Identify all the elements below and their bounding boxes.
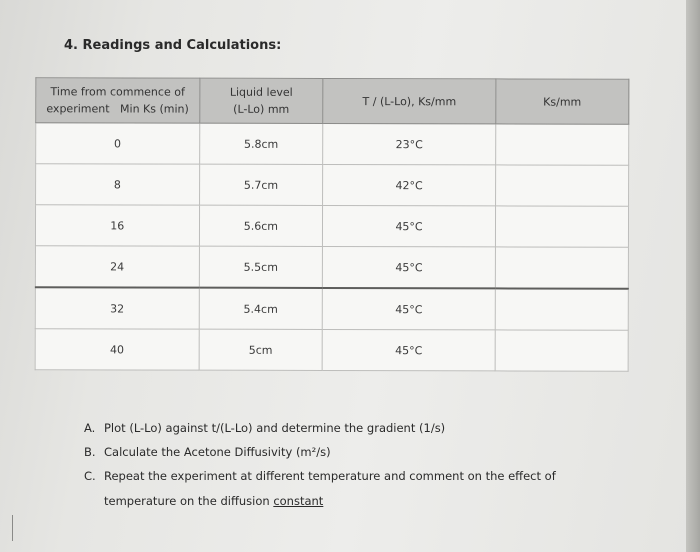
question-a-text: Plot (L-Lo) against t/(L-Lo) and determine the gradient (1/s) (104, 421, 446, 435)
question-c (84, 464, 556, 488)
header-ratio: T / (L-Lo), Ks/mm (323, 78, 496, 123)
header-time (36, 78, 200, 123)
question-a-letter: A. (84, 421, 96, 435)
cell-level: 5.4cm (199, 288, 323, 330)
cell-time: 16 (35, 205, 199, 246)
questions-list (84, 416, 556, 514)
cell-level: 5cm (199, 329, 323, 370)
cell-temp: 45°C (322, 329, 495, 370)
question-c-cont-underlined: constant (273, 494, 324, 508)
question-b (84, 440, 556, 464)
question-a (84, 416, 556, 440)
cell-ks (495, 288, 628, 330)
table-row (36, 123, 629, 166)
table-row (35, 205, 628, 248)
section-heading: 4. Readings and Calculations: (64, 38, 282, 53)
cell-level: 5.6cm (199, 205, 323, 246)
header-ks: Ks/mm (496, 79, 629, 124)
cell-temp: 45°C (323, 205, 496, 246)
cell-time: 40 (35, 329, 199, 370)
header-level-line1: Liquid level (229, 85, 293, 99)
cell-time: 32 (35, 287, 199, 329)
table-row (35, 246, 628, 289)
cell-temp: 45°C (323, 246, 496, 288)
table-row (35, 329, 628, 372)
question-c-cont-prefix: temperature on the diffusion (104, 494, 270, 508)
question-b-letter: B. (84, 445, 96, 459)
question-b-text: Calculate the Acetone Diffusivity (m²/s) (104, 445, 331, 459)
cell-level: 5.7cm (199, 164, 323, 205)
question-c-text: Repeat the experiment at different temperature and comment on the effect of (104, 469, 556, 483)
cell-time: 8 (36, 164, 200, 205)
cell-time: 24 (35, 246, 199, 288)
cell-ks (496, 124, 629, 165)
cell-time: 0 (36, 123, 200, 164)
question-c-letter: C. (84, 469, 96, 483)
question-c-continuation (84, 488, 556, 514)
page-edge-shadow (686, 0, 700, 552)
margin-mark (12, 515, 13, 541)
cell-temp: 42°C (323, 164, 496, 205)
cell-level: 5.5cm (199, 246, 323, 288)
readings-table (35, 77, 630, 372)
cell-ks (495, 247, 628, 289)
table-row (36, 164, 629, 207)
cell-ks (495, 330, 628, 371)
header-level (199, 78, 323, 123)
header-time-line2: experiment Min Ks (min) (46, 102, 189, 116)
table-row (35, 287, 628, 330)
header-level-line2: (L-Lo) mm (233, 102, 290, 116)
header-time-line1: Time from commence of (50, 85, 185, 99)
cell-level: 5.8cm (199, 123, 323, 164)
table-header-row (36, 78, 629, 125)
cell-ks (495, 165, 628, 206)
cell-temp: 45°C (322, 288, 495, 330)
cell-ks (495, 206, 628, 247)
cell-temp: 23°C (323, 123, 496, 164)
